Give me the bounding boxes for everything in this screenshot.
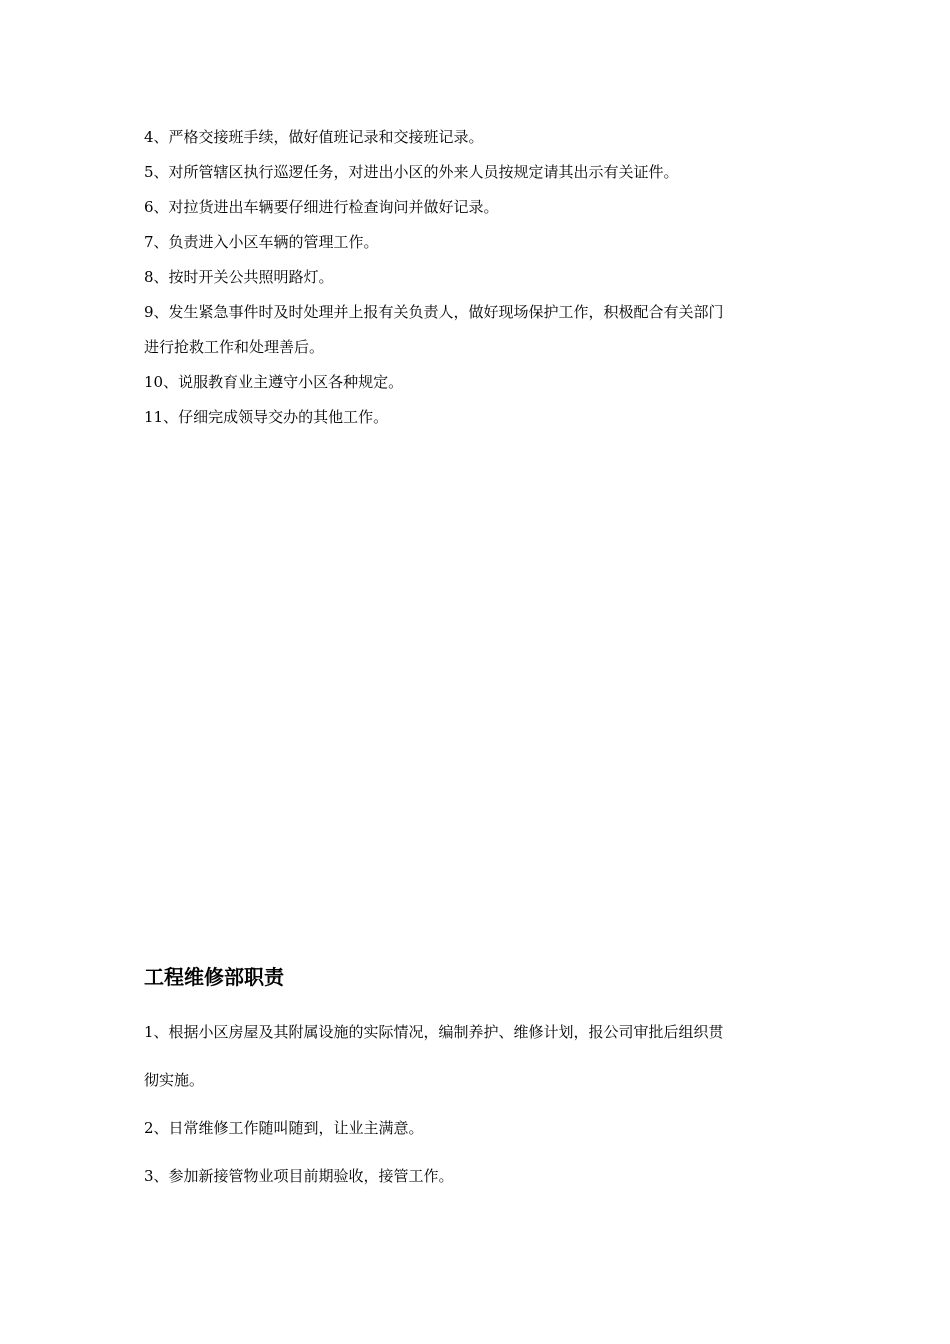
duty-item-8: 8、按时开关公共照明路灯。	[144, 268, 334, 286]
duty-item-9-continued: 进行抢救工作和处理善后。	[144, 338, 325, 356]
engineering-duties-list	[144, 1008, 824, 1200]
duty-item-9: 9、发生紧急事件时及时处理并上报有关负责人，做好现场保护工作，积极配合有关部门	[144, 303, 724, 321]
duty-item-7: 7、负责进入小区车辆的管理工作。	[144, 233, 379, 251]
engineering-item-2: 2、日常维修工作随叫随到，让业主满意。	[144, 1119, 424, 1137]
duty-item-4: 4、严格交接班手续，做好值班记录和交接班记录。	[144, 128, 484, 146]
security-duties-list	[144, 120, 824, 435]
engineering-item-1-continued: 彻实施。	[144, 1071, 205, 1089]
duty-item-10: 10、说服教育业主遵守小区各种规定。	[144, 373, 404, 391]
engineering-item-1: 1、根据小区房屋及其附属设施的实际情况，编制养护、维修计划，报公司审批后组织贯	[144, 1023, 724, 1041]
duty-item-5: 5、对所管辖区执行巡逻任务，对进出小区的外来人员按规定请其出示有关证件。	[144, 163, 679, 181]
duty-item-6: 6、对拉货进出车辆要仔细进行检查询问并做好记录。	[144, 198, 499, 216]
engineering-item-3: 3、参加新接管物业项目前期验收，接管工作。	[144, 1167, 454, 1185]
section-title: 工程维修部职责	[144, 965, 284, 989]
duty-item-11: 11、仔细完成领导交办的其他工作。	[144, 408, 389, 426]
